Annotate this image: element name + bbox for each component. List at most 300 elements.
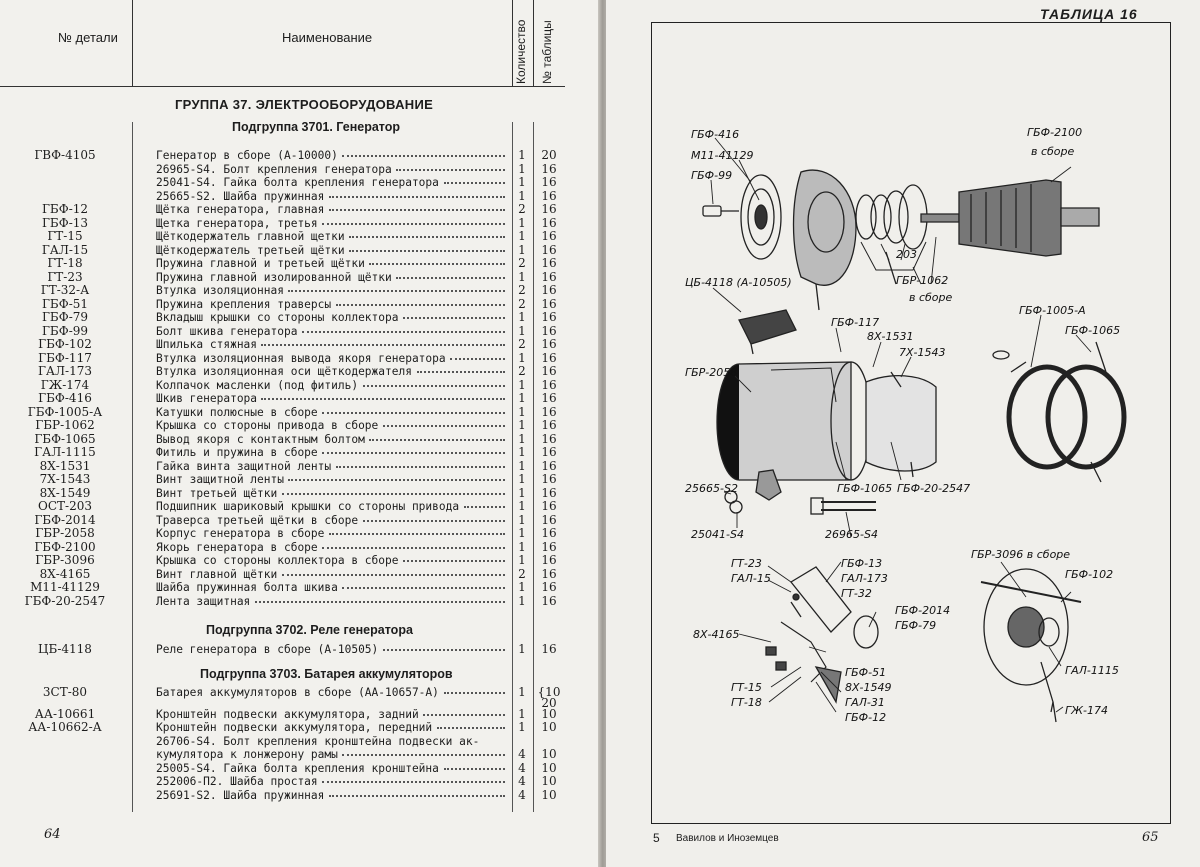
dot-leader (363, 520, 506, 522)
table-number-cell: 10 (541, 706, 557, 721)
callout-label: ГБФ-79 (895, 619, 937, 632)
dot-leader (444, 692, 506, 694)
part-number-cell: ГБФ-117 (38, 350, 92, 365)
part-name-cell: Втулка изоляционная оси щёткодержателя (156, 365, 412, 378)
part-number-cell: ГВФ-4105 (34, 148, 96, 162)
quantity-cell: 1 (518, 706, 526, 721)
header-divider (533, 0, 534, 86)
dot-leader (322, 412, 505, 414)
part-number-cell: АА-10662-А (28, 720, 102, 734)
table-row (0, 379, 565, 392)
part-name-cell: Кронштейн подвески аккумулятора, задний (156, 707, 419, 721)
quantity-cell: 1 (518, 350, 526, 365)
part-number-cell: ОСТ-203 (38, 499, 92, 513)
dot-leader (329, 795, 505, 797)
table-number-cell: 16 (541, 256, 557, 270)
table-label: ТАБЛИЦА 16 (1040, 6, 1138, 22)
part-name-cell: Корпус генератора в сборе (156, 527, 325, 540)
armature-drawing (921, 180, 1099, 256)
part-name-cell: Винт главной щётки (156, 567, 278, 581)
part-number-cell: 7Х-1543 (39, 472, 91, 486)
part-number-cell: ГБФ-1065 (34, 431, 96, 446)
quantity-cell: 1 (518, 431, 526, 446)
callout-label: в сборе (1031, 145, 1075, 158)
callout-label: ГАЛ-173 (841, 572, 888, 585)
part-number-cell: ГБФ-20-2547 (24, 593, 106, 608)
part-name-cell: Батарея аккумуляторов в сборе (АА-10657-А) (156, 686, 439, 699)
table-number-cell: 10 (541, 720, 557, 734)
callout-label: ГТ-23 (731, 557, 762, 570)
quantity-cell: 1 (518, 580, 526, 594)
quantity-cell: 1 (518, 485, 526, 500)
table-number-cell: 16 (541, 580, 557, 594)
dot-leader (336, 304, 506, 306)
header-divider (132, 0, 133, 86)
part-name-cell: Втулка изоляционная вывода якоря генератора (156, 351, 446, 365)
table-row (0, 775, 565, 788)
part-number-cell: ГТ-32-А (40, 283, 90, 297)
bearing-drawing (856, 185, 927, 249)
part-name-cell: Шкив генератора (156, 392, 258, 405)
quantity-cell: 1 (518, 539, 526, 554)
table-number-cell: 16 (541, 512, 557, 527)
part-number-cell: ГБФ-2100 (34, 539, 96, 554)
table-number-cell: 16 (541, 364, 557, 378)
table-number-cell: 16 (541, 377, 557, 392)
callout-label: ГБФ-51 (845, 666, 887, 679)
part-number-cell: ГТ-18 (47, 256, 83, 270)
table-row (0, 500, 565, 513)
part-number-cell: ГТ-15 (47, 229, 83, 243)
part-name-cell: 26706-S4. Болт крепления кронштейна подвески ак- (156, 734, 480, 748)
part-name-cell: Подшипник шариковый крышки со стороны привода (156, 500, 460, 513)
callout-label: ГАЛ-1115 (1065, 664, 1119, 677)
table-row (0, 762, 565, 775)
part-number-cell: ГБФ-2014 (34, 512, 96, 527)
quantity-cell: 1 (518, 391, 526, 405)
callout-label: М11-41129 (691, 149, 754, 162)
table-number-cell: 16 (541, 229, 557, 243)
header-divider (512, 0, 513, 86)
quantity-cell: 1 (518, 404, 526, 419)
quantity-cell: 1 (518, 323, 526, 338)
callout-label: ГАЛ-31 (845, 696, 885, 709)
callout-label: 8Х-4165 (693, 628, 740, 641)
dot-leader (342, 155, 505, 157)
part-name-cell: кумулятора к лонжерону рамы (156, 748, 338, 761)
exploded-parts-diagram (651, 22, 1171, 824)
table-number-cell: 16 (541, 499, 557, 513)
dot-leader (403, 317, 505, 319)
table-number-cell: 16 (541, 215, 557, 230)
table-number-cell: 16 (541, 431, 557, 446)
part-number-cell: ГБФ-416 (38, 391, 92, 405)
part-number-cell: ГБФ-99 (41, 323, 89, 338)
table-row (0, 176, 565, 189)
part-number-cell: ГБР-1062 (35, 418, 95, 432)
table-row (0, 473, 565, 486)
dot-leader (255, 601, 506, 603)
table-row (0, 163, 565, 176)
callout-label: ГБФ-2100 (1027, 126, 1083, 139)
table-number-cell: 16 (541, 175, 557, 189)
table-number-cell: 16 (541, 310, 557, 324)
table-number-cell: 16 (541, 323, 557, 338)
table-row (0, 284, 565, 297)
part-name-cell: Щёткодержатель главной щетки (156, 230, 345, 243)
quantity-cell: 1 (518, 229, 526, 243)
commutator-end-cover-drawing (981, 569, 1081, 722)
table-number-cell: 16 (541, 553, 557, 567)
quantity-cell: 1 (518, 148, 526, 162)
table-row (0, 554, 565, 567)
quantity-cell: 1 (518, 720, 526, 734)
callout-label: ГАЛ-15 (731, 572, 771, 585)
header-table-number: № таблицы (540, 20, 554, 84)
dot-leader (349, 250, 505, 252)
callout-label: ГБФ-1005-А (1019, 304, 1086, 317)
dot-leader (329, 209, 505, 211)
part-number-cell: 8Х-1549 (39, 485, 91, 500)
table-row (0, 190, 565, 203)
part-number-cell: ГТ-23 (47, 269, 83, 284)
quantity-cell: 4 (518, 774, 526, 788)
table-row (0, 338, 565, 351)
part-number-cell: ГБФ-102 (38, 337, 92, 351)
callout-label: 203 (896, 248, 917, 261)
table-row (0, 271, 565, 284)
quantity-cell: 1 (518, 642, 526, 656)
table-row (0, 568, 565, 581)
quantity-cell: 1 (518, 161, 526, 176)
quantity-cell: 2 (518, 283, 526, 297)
quantity-cell: 1 (518, 512, 526, 527)
part-name-cell: Болт шкива генератора (156, 324, 298, 338)
quantity-cell: 2 (518, 256, 526, 270)
table-row (0, 230, 565, 243)
table-number-cell: 16 (541, 188, 557, 203)
dot-leader (369, 439, 505, 441)
dot-leader (396, 277, 505, 279)
group-title: ГРУППА 37. ЭЛЕКТРООБОРУДОВАНИЕ (175, 97, 434, 112)
table-row (0, 595, 565, 608)
dot-leader (288, 479, 505, 481)
callout-label: ГБФ-99 (691, 169, 733, 182)
generator-housing-drawing (717, 362, 871, 480)
dot-leader (417, 371, 506, 373)
part-name-cell: Шайба пружинная болта шкива (156, 581, 338, 594)
quantity-cell: 4 (518, 787, 526, 802)
table-row (0, 460, 565, 473)
page-number: 65 (1142, 830, 1159, 845)
header-name: Наименование (282, 30, 373, 45)
part-name-cell: Катушки полюсные в сборе (156, 405, 318, 419)
callout-label: 8Х-1549 (845, 681, 892, 694)
table-number-cell: 16 (541, 202, 557, 216)
quantity-cell: 1 (518, 499, 526, 513)
part-name-cell: Траверса третьей щётки в сборе (156, 513, 359, 527)
part-number-cell: ГБР-2058 (35, 526, 95, 540)
part-name-cell: 252006-П2. Шайба простая (156, 775, 318, 788)
part-number-cell: М11-41129 (30, 580, 100, 594)
table-row (0, 365, 565, 378)
part-number-cell: ГБФ-51 (41, 296, 89, 311)
dot-leader (383, 649, 505, 651)
quantity-cell: 1 (518, 377, 526, 392)
dot-leader (403, 560, 505, 562)
table-row (0, 581, 565, 594)
table-row (0, 244, 565, 257)
quantity-cell: 1 (518, 685, 526, 699)
quantity-cell: 1 (518, 175, 526, 189)
dot-leader (383, 425, 505, 427)
table-row (0, 708, 565, 721)
table-row (0, 789, 565, 802)
quantity-cell: 1 (518, 269, 526, 284)
table-number-cell: 16 (541, 593, 557, 608)
quantity-cell: 1 (518, 418, 526, 432)
part-number-cell: ГБФ-79 (41, 310, 89, 324)
table-row (0, 487, 565, 500)
quantity-cell: 1 (518, 242, 526, 257)
table-row (0, 352, 565, 365)
dot-leader (342, 754, 505, 756)
callout-label: ГБФ-1065 (1065, 324, 1121, 337)
header-rule (0, 86, 565, 87)
callout-label: ГБР-3096 в сборе (971, 548, 1071, 561)
table-number-cell: 16 (541, 296, 557, 311)
table-number-cell: 16 (541, 526, 557, 540)
table-row (0, 217, 565, 230)
quantity-cell: 2 (518, 296, 526, 311)
dot-leader (369, 263, 505, 265)
callout-label: ГБФ-13 (841, 557, 883, 570)
callout-label: 25041-S4 (691, 528, 744, 541)
part-name-cell: Колпачок масленки (под фитиль) (156, 378, 359, 392)
dot-leader (322, 781, 505, 783)
dot-leader (302, 331, 505, 333)
part-number-cell: ГБФ-1005-А (27, 404, 103, 419)
table-number-cell: 16 (541, 418, 557, 432)
table-number-cell: 16 (541, 458, 557, 473)
table-number-cell: 16 (541, 404, 557, 419)
table-number-cell: 16 (541, 350, 557, 365)
callout-label: ГБР-1062 (896, 274, 949, 287)
part-name-cell: Винт третьей щётки (156, 486, 278, 500)
part-number-cell: ГБФ-12 (41, 202, 89, 216)
subgroup-title: Подгруппа 3701. Генератор (232, 120, 401, 134)
quantity-cell: 1 (518, 526, 526, 540)
callout-label: ЦБ-4118 (А-10505) (685, 276, 792, 289)
callout-label: ГБФ-416 (691, 128, 740, 141)
callout-label: 26965-S4 (825, 528, 878, 541)
quantity-cell: 4 (518, 747, 526, 761)
subgroup-title: Подгруппа 3702. Реле генератора (206, 623, 413, 637)
callout-label: ГТ-15 (731, 681, 762, 694)
table-row (0, 406, 565, 419)
part-name-cell: Щетка генератора, третья (156, 216, 318, 230)
callout-label: ГБР-2058 (685, 366, 738, 379)
part-name-cell: Крышка со стороны коллектора в сборе (156, 554, 399, 567)
dot-leader (437, 727, 505, 729)
part-number-cell: ГБФ-13 (41, 215, 89, 230)
table-number-cell: 10 (541, 747, 557, 761)
part-name-cell: Вкладыш крышки со стороны коллектора (156, 311, 399, 324)
part-name-cell: Лента защитная (156, 594, 251, 608)
part-number-cell: АА-10661 (34, 706, 96, 721)
part-name-cell: Вывод якоря с контактным болтом (156, 432, 365, 446)
part-name-cell: Реле генератора в сборе (А-10505) (156, 643, 379, 656)
signature-mark: 5 (653, 831, 660, 845)
dot-leader (396, 169, 505, 171)
table-row (0, 721, 565, 734)
quantity-cell: 1 (518, 310, 526, 324)
table-row (0, 433, 565, 446)
dot-leader (329, 533, 505, 535)
part-name-cell: Пружина главной изолированной щётки (156, 270, 392, 284)
callout-label: ГТ-18 (731, 696, 762, 709)
part-name-cell: Винт защитной ленты (156, 473, 284, 486)
table-number-cell: 16 (541, 391, 557, 405)
part-number-cell: ГАЛ-1115 (34, 445, 96, 459)
part-number-cell: ГАЛ-173 (37, 364, 92, 378)
dot-leader (322, 547, 505, 549)
quantity-cell: 1 (518, 593, 526, 608)
dot-leader (322, 452, 505, 454)
dot-leader (450, 358, 505, 360)
dot-leader (261, 344, 505, 346)
quantity-cell: 1 (518, 215, 526, 230)
table-row (0, 685, 565, 710)
dot-leader (349, 236, 505, 238)
callout-label: в сборе (909, 291, 953, 304)
part-name-cell: 26965-S4. Болт крепления генератора (156, 162, 392, 176)
callout-label: ГБФ-20-2547 (897, 482, 971, 495)
part-name-cell: Шпилька стяжная (156, 338, 258, 351)
table-number-cell: 20 (541, 696, 557, 710)
dot-leader (282, 493, 506, 495)
table-row (0, 298, 565, 311)
part-number-cell: 3СТ-80 (42, 685, 88, 699)
callout-label: 7Х-1543 (899, 346, 946, 359)
table-row (0, 643, 565, 656)
part-name-cell: Гайка винта защитной ленты (156, 459, 332, 473)
part-name-cell: 25041-S4. Гайка болта крепления генератора (156, 176, 439, 189)
callout-label: ГЖ-174 (1065, 704, 1108, 717)
quantity-cell: 2 (518, 566, 526, 581)
table-number-cell: 10 (541, 787, 557, 802)
quantity-cell: 1 (518, 472, 526, 486)
quantity-cell: 1 (518, 553, 526, 567)
part-number-cell: ГБР-3096 (35, 553, 95, 567)
part-name-cell: Фитиль и пружина в сборе (156, 446, 318, 459)
part-number-cell: 8Х-1531 (39, 458, 91, 473)
dot-leader (342, 587, 505, 589)
part-name-cell: Пружина главной и третьей щётки (156, 257, 365, 270)
callout-label: 25665-S2 (685, 482, 738, 495)
table-number-cell: 16 (541, 566, 557, 581)
table-number-cell: 16 (541, 269, 557, 284)
table-row (0, 514, 565, 527)
part-name-cell: Втулка изоляционная (156, 284, 284, 297)
dot-leader (423, 714, 505, 716)
table-row (0, 311, 565, 324)
table-row (0, 419, 565, 432)
dot-leader (464, 506, 505, 508)
part-name-cell: 25665-S2. Шайба пружинная (156, 189, 325, 203)
table-number-cell: 20 (541, 148, 557, 162)
table-number-cell: {10 (537, 685, 561, 699)
dot-leader (261, 398, 505, 400)
part-number-cell: 8Х-4165 (39, 566, 91, 581)
dot-leader (336, 466, 506, 468)
header-quantity: Количество (514, 19, 528, 84)
dot-leader (288, 290, 505, 292)
dot-leader (329, 196, 505, 198)
part-number-cell: ГАЛ-15 (41, 242, 89, 257)
field-coils-drawing (993, 342, 1124, 482)
table-row (0, 257, 565, 270)
subgroup-title: Подгруппа 3703. Батарея аккумуляторов (200, 667, 453, 681)
part-name-cell: Кронштейн подвески аккумулятора, передний (156, 721, 433, 734)
pulley-drawing (703, 175, 781, 259)
table-number-cell: 16 (541, 642, 557, 656)
table-number-cell: 16 (541, 472, 557, 486)
table-row (0, 203, 565, 216)
table-row (0, 149, 565, 162)
quantity-cell: 2 (518, 364, 526, 378)
part-name-cell: Крышка со стороны привода в сборе (156, 419, 379, 432)
table-row (0, 541, 565, 554)
table-number-cell: 10 (541, 760, 557, 775)
table-row (0, 392, 565, 405)
table-number-cell: 16 (541, 283, 557, 297)
quantity-cell: 2 (518, 337, 526, 351)
part-name-cell: Генератор в сборе (А-10000) (156, 149, 338, 162)
dot-leader (363, 385, 506, 387)
page-number: 64 (44, 827, 61, 842)
quantity-cell: 2 (518, 202, 526, 216)
footer-authors: Вавилов и Иноземцев (676, 833, 779, 844)
table-row (0, 748, 565, 761)
table-number-cell: 16 (541, 539, 557, 554)
protective-band-drawing (866, 372, 936, 477)
table-number-cell: 16 (541, 445, 557, 459)
quantity-cell: 1 (518, 458, 526, 473)
part-name-cell: 25005-S4. Гайка болта крепления кронштейна (156, 761, 439, 775)
table-row (0, 446, 565, 459)
part-name-cell: Пружина крепления траверсы (156, 297, 332, 311)
callout-label: ГБФ-117 (831, 316, 880, 329)
table-row (0, 735, 565, 748)
dot-leader (322, 223, 505, 225)
table-number-cell: 16 (541, 485, 557, 500)
callout-label: ГБФ-102 (1065, 568, 1114, 581)
part-name-cell: 25691-S2. Шайба пружинная (156, 788, 325, 802)
part-number-cell: ЦБ-4118 (38, 642, 92, 656)
callout-label: ГБФ-1065 (837, 482, 893, 495)
table-number-cell: 16 (541, 337, 557, 351)
drive-end-cover-drawing (794, 170, 857, 310)
part-name-cell: Щёткодержатель третьей щётки (156, 243, 345, 257)
quantity-cell: 1 (518, 188, 526, 203)
table-number-cell: 16 (541, 242, 557, 257)
header-part-number: № детали (58, 30, 118, 45)
part-name-cell: Щётка генератора, главная (156, 203, 325, 216)
callout-label: ГТ-32 (841, 587, 872, 600)
quantity-cell: 4 (518, 760, 526, 775)
dot-leader (444, 768, 506, 770)
